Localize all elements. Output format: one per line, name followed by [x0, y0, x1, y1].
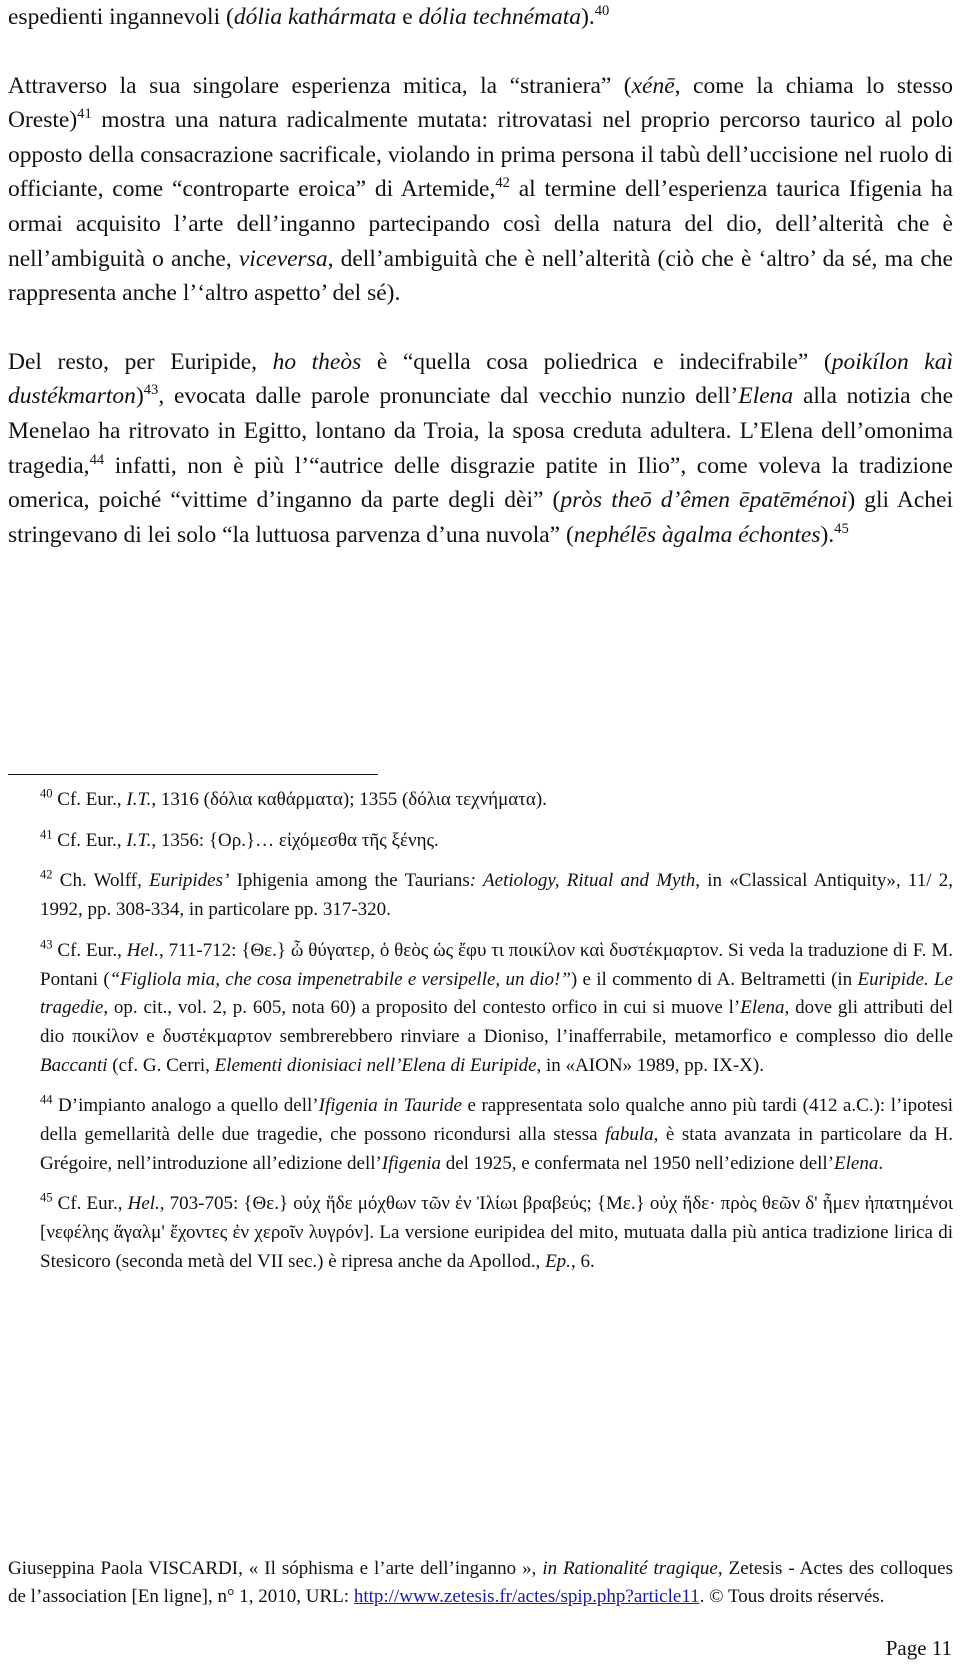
italic-title: Elementi dionisiaci nell’Elena di Euripide	[214, 1054, 537, 1076]
footnotes	[8, 786, 953, 1277]
text-run: . © Tous droits réservés.	[699, 1586, 885, 1607]
footnote-number: 42	[40, 868, 53, 883]
text-run: Cf. Eur.,	[52, 939, 127, 961]
text-run: e rappresentata solo qualche anno più tardi (412 a.C.): l’ipotesi della gemellarità delle due tragedie, che possono ricondursi alla stessa	[40, 1095, 953, 1146]
footnote-ref-43[interactable]: 43	[143, 382, 159, 399]
text-run: .	[878, 1152, 884, 1174]
text-run: , come la chiama lo stesso Oreste)	[8, 72, 953, 134]
greek-term: pròs theō d’êmen ēpatēménoi	[560, 487, 848, 514]
greek-term: dólia kathármata	[233, 4, 397, 30]
italic-title: : Aetiology, Ritual and Myth	[469, 870, 696, 892]
paragraph-attraverso	[8, 69, 953, 311]
italic-title: in Rationalité tragique	[542, 1558, 718, 1579]
text-run: è “quella cosa poliedrica e indecifrabile” (	[361, 348, 832, 375]
footnote-number: 45	[40, 1191, 53, 1206]
text-run: ).	[581, 4, 595, 30]
footnote-40	[8, 786, 953, 815]
italic-term: viceversa	[238, 245, 328, 272]
footnote-number: 41	[40, 827, 53, 842]
italic-title: I.T.	[126, 789, 152, 810]
article-link[interactable]: http://www.zetesis.fr/actes/spip.php?article11	[353, 1586, 700, 1607]
text-run: al termine dell’esperienza taurica Ifigenia ha ormai acquisito l’arte dell’inganno partecipando così della natura del dio, dell’alterità che è nell’ambiguità o anche,	[8, 176, 953, 272]
greek-term: dólia technémata	[418, 4, 582, 30]
footnote-number: 43	[40, 937, 53, 952]
text-run: del 1925, e confermata nel 1950 nell’edizione dell’	[440, 1152, 835, 1174]
italic-title: I.T.	[126, 829, 152, 851]
footnote-number: 40	[40, 786, 53, 801]
footnote-45	[8, 1190, 953, 1276]
page-footer	[8, 1555, 953, 1611]
footnote-44	[8, 1092, 953, 1178]
text-run: mostra una natura radicalmente mutata: ritrovatasi nel proprio percorso taurico al polo opposto della consacrazione sacrificale, violando in prima persona il tabù dell’uccisione nel ruolo di officiante, come “controparte eroica” di Artemide,	[8, 107, 953, 203]
footnote-separator	[8, 774, 378, 775]
footnote-41	[8, 827, 953, 856]
footnote-ref-42[interactable]: 42	[495, 175, 510, 192]
italic-quote: “Figliola mia, che cosa impenetrabile e versipelle, un dio!”	[109, 968, 571, 990]
italic-title: Ifigenia in Tauride	[318, 1095, 462, 1117]
text-run: , dove gli attributi del dio ποικίλον e δυστέκμαρτον sembrerebbero rinviare a Dioniso, l’inafferrabile, metamorfico e complesso dio delle	[40, 997, 954, 1047]
footnote-ref-45[interactable]: 45	[834, 520, 849, 537]
body-text	[8, 0, 953, 552]
text-run: Del resto, per Euripide,	[8, 348, 273, 375]
text-run: , op. cit., vol. 2, p. 605, nota 60) a proposito del contesto orfico in cui si muove l’	[103, 997, 741, 1019]
text-run: Giuseppina Paola VISCARDI, « Il sóphisma e l’arte dell’inganno »,	[8, 1558, 543, 1579]
italic-title: Euripide. Le tragedie	[40, 968, 953, 1019]
text-run: , evocata dalle parole pronunciate dal vecchio nunzio dell’	[158, 383, 739, 410]
text-run: espedienti ingannevoli (	[8, 4, 234, 30]
text-run: , 1316 (δόλια καθάρματα); 1355 (δόλια τεχνήματα).	[151, 789, 547, 810]
italic-title: Elena	[740, 997, 785, 1019]
text-run: , 703-705: {Θε.} οὐχ ἥδε μόχθων τῶν ἐν Ἰλίωι βραβεύς; {Με.} οὐχ ἥδε· πρὸς θεῶν δ' ἦμεν ἠπατημένοι [νεφέλης ἄγαλμ' ἔχοντες ἐν χεροῖν λυγρόν]. La versione euripidea del mito, mutuata dalla più antica tradizione lirica di Stesicoro (seconda metà del VII sec.) è ripresa anche da Apollod.,	[40, 1193, 953, 1272]
text-run: Cf. Eur.,	[52, 789, 127, 810]
text-run: ).	[820, 521, 835, 548]
text-run: infatti, non è più l’“autrice delle disgrazie patite in Ilio”, come voleva la tradizione omerica, poiché “vittime d’inganno da parte degli dèi” (	[8, 452, 953, 514]
text-run: , 6.	[570, 1250, 595, 1272]
greek-term: ho theòs	[272, 348, 362, 375]
text-run: Cf. Eur.,	[52, 829, 127, 851]
text-run: , 1356: {Ορ.}… εἰχόμεσθα τῆς ξένης.	[151, 829, 439, 851]
italic-title: Elena	[738, 383, 794, 410]
italic-title: Elena	[834, 1152, 879, 1174]
italic-title: Baccanti	[40, 1054, 108, 1076]
text-run: D’impianto analogo a quello dell’	[52, 1095, 319, 1117]
italic-term: fabula	[605, 1124, 654, 1146]
text-run: )	[135, 383, 144, 410]
footnote-42	[8, 867, 953, 924]
paragraph-del-resto	[8, 345, 953, 553]
italic-title: Ifigenia	[381, 1152, 441, 1174]
text-run: ) e il commento di A. Beltrametti (in	[570, 968, 858, 990]
text-run: Cf. Eur.,	[52, 1193, 128, 1215]
text-run: e	[396, 4, 419, 30]
footnote-ref-41[interactable]: 41	[77, 106, 92, 123]
text-run: , in «AION» 1989, pp. IX-X).	[536, 1054, 764, 1076]
paragraph-continuation	[8, 0, 953, 35]
greek-term: nephélēs àgalma échontes	[573, 521, 821, 548]
text-run: Ch. Wolff,	[52, 870, 150, 892]
text-run: , in «Classical Antiquity», 11/ 2, 1992, pp. 308-334, in particolare pp. 317-320.	[40, 870, 953, 921]
footnote-number: 44	[40, 1093, 53, 1107]
text-run: ) gli Achei stringevano di lei solo “la luttuosa parvenza d’una nuvola” (	[8, 487, 953, 548]
text-run: (cf. G. Cerri,	[107, 1054, 215, 1076]
footnote-43	[8, 937, 953, 1081]
italic-title: Ep.	[545, 1250, 571, 1272]
footnote-ref-44[interactable]: 44	[89, 451, 105, 468]
text-run: Attraverso la sua singolare esperienza mitica, la “straniera” (	[8, 72, 632, 99]
footnote-ref-40[interactable]: 40	[594, 3, 610, 20]
citation-line	[8, 1555, 953, 1611]
page-number: Page 11	[885, 1636, 952, 1660]
text-run: , Zetesis - Actes des colloques de l’association [En ligne], n° 1, 2010, URL:	[8, 1558, 953, 1607]
text-run: , 711-712: {Θε.} ὦ θύγατερ, ὁ θεὸς ὡς ἔφυ τι ποικίλον καὶ δυστέκμαρτον. Si veda la traduzione di F. M. Pontani (	[40, 939, 953, 990]
italic-title: Euripides’	[149, 870, 230, 892]
text-run: , dell’ambiguità che è nell’alterità (ciò che è ‘altro’ da sé, ma che rappresenta anche l’‘altro aspetto’ del sé).	[8, 245, 953, 307]
greek-term: xénē	[631, 72, 675, 99]
italic-title: Hel.	[127, 1193, 160, 1215]
greek-term: poikílon kaì dustékmarton	[8, 348, 953, 410]
text-run: alla notizia che Menelao ha ritrovato in Egitto, lontano da Troia, la sposa creduta adultera. L’Elena dell’omonima tragedia,	[8, 383, 953, 479]
text-run: , è stata avanzata in particolare da H. Grégoire, nell’introduzione all’edizione dell’	[40, 1124, 953, 1174]
italic-title: Hel.	[126, 939, 159, 961]
text-run: Iphigenia among the Taurians	[229, 870, 470, 892]
